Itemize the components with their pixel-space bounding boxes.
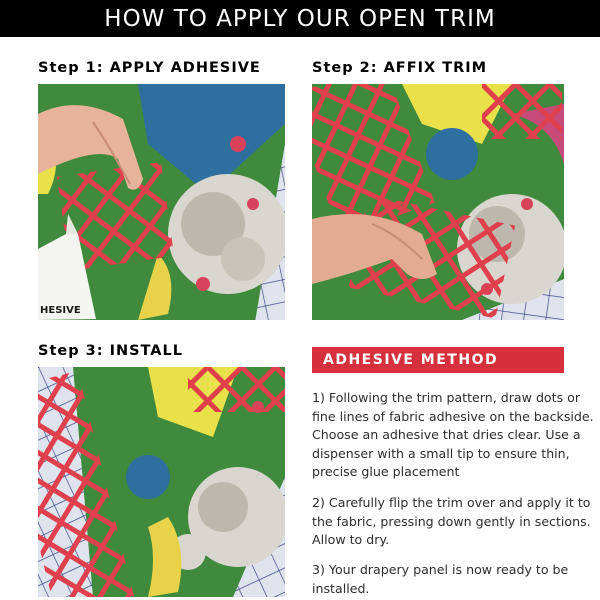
step-3-label: Step 3: INSTALL [38,343,184,359]
instruction-step-1: 1) Following the trim pattern, draw dots or fine lines of fabric adhesive on the backside. Choose an adhesive that dries clear. Use a dispenser with a small tip to ensure thin, precise glue placement [312,390,594,479]
page-title: HOW TO APPLY OUR OPEN TRIM [104,5,496,32]
adhesive-method-title: ADHESIVE METHOD [323,352,499,368]
step-1-label: Step 1: APPLY ADHESIVE [38,60,261,76]
title-banner [0,0,600,37]
instruction-step-2: 2) Carefully flip the trim over and apply it to the fabric, pressing down gently in sections. Allow to dry. [312,495,591,547]
step-1-photo [38,84,285,320]
step-2-label: Step 2: AFFIX TRIM [312,60,488,76]
step-3-photo [38,367,285,597]
bottle-label: HESIVE [40,305,81,316]
adhesive-method-header [312,347,564,373]
instruction-step-3: 3) Your drapery panel is now ready to be installed. [312,562,569,596]
step-2-photo [312,84,564,320]
